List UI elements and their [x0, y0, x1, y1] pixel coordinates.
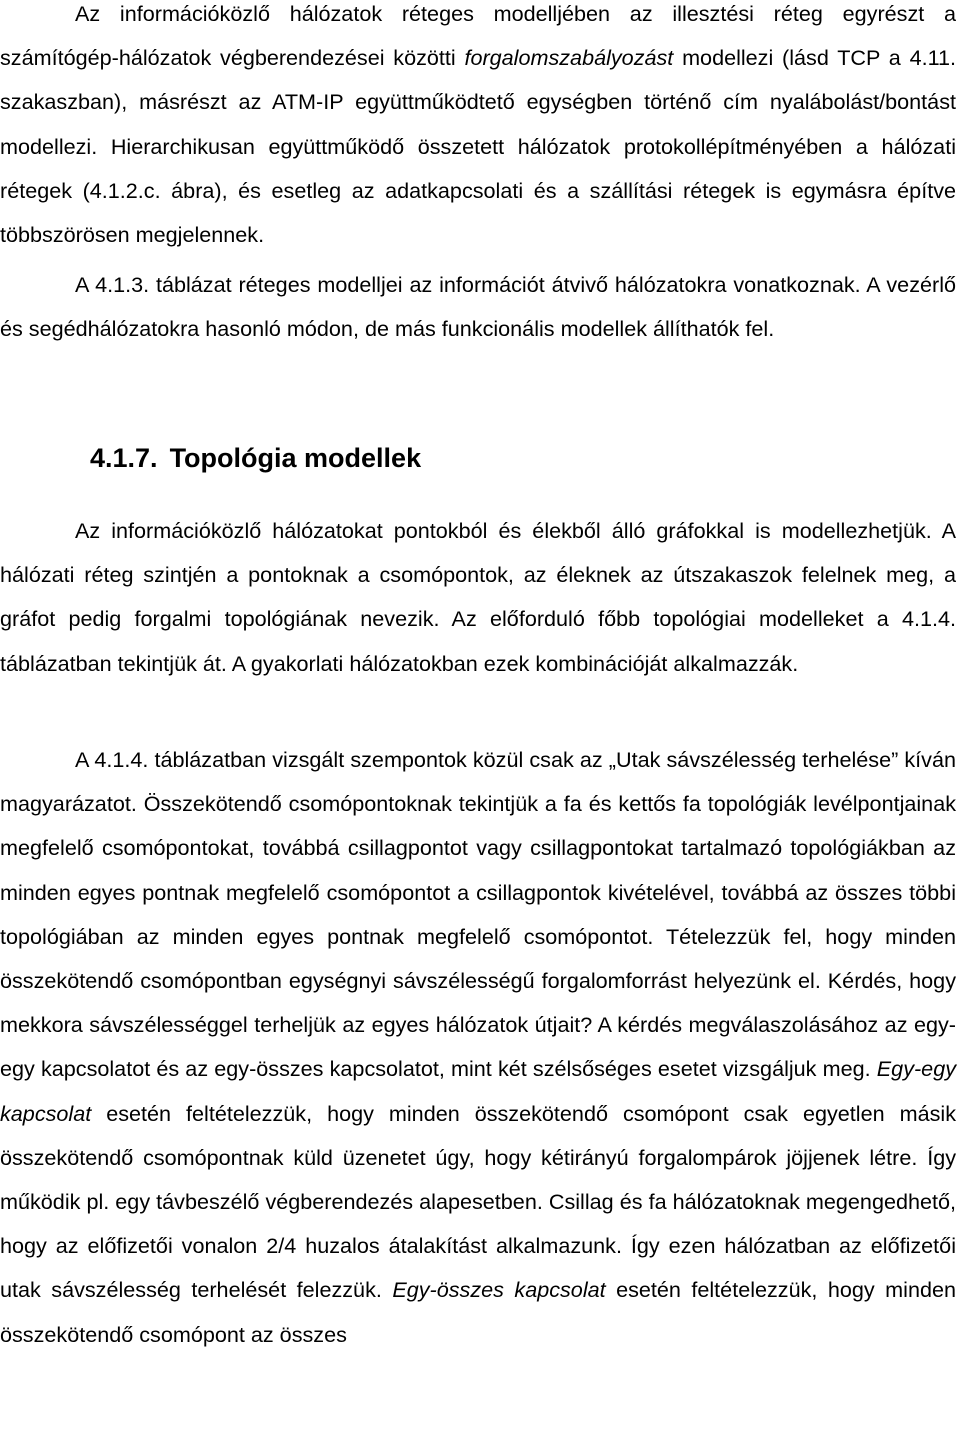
- paragraph-illesztesi-reteg: [0, 0, 956, 257]
- italic-term: Egy-egy kapcsolat: [0, 1056, 956, 1126]
- section-heading: [90, 436, 421, 480]
- text-run: A 4.1.4. táblázatban vizsgált szempontok közül csak az „Utak sávszélesség terhelése” kíván magyarázatot. Összekötendő csomópontoknak tekintjük a fa és kettős fa topológiák levélpontjainak megfelelő csomópontokat, továbbá csillagpontot vagy csillagpontokat tartalmazó topológiákban az minden egyes pontnak megfelelő csomópontot a csillagpontok kivételével, továbbá az összes többi topológiában az minden egyes pontnak megfelelő csomópontot. Tételezzük fel, hogy minden összekötendő csomópontban egységnyi sávszélességű forgalomforrást helyezünk el. Kérdés, hogy mekkora sávszélességgel terheljük az egyes hálózatok útjait? A kérdés megválaszolásához az egy-egy kapcsolatot és az egy-összes kapcsolatot, mint két szélsőséges esetet vizsgáljuk meg.: [0, 747, 956, 1082]
- italic-term: Egy-összes kapcsolat: [392, 1277, 606, 1303]
- section-title: Topológia modellek: [169, 443, 422, 473]
- text-run: modellezi (lásd TCP a 4.11. szakaszban), másrészt az ATM-IP együttműködtető egységben történő cím nyalábolást/bontást modellezi. Hierarchikusan együttműködő összetett hálózatok protokollépítményében a hálózati rétegek (4.1.2.c. ábra), és esetleg az adatkapcsolati és a szállítási rétegek is egymásra építve többszörösen megjelennek.: [0, 45, 957, 248]
- paragraph-savszelesseg: [0, 738, 956, 1357]
- section-number: 4.1.7.: [90, 443, 158, 473]
- text-run: Az információközlő hálózatok réteges modelljében az illesztési réteg egyrészt a számítógép-hálózatok végberendezései közötti: [0, 1, 956, 71]
- paragraph-reteges-modellek: A 4.1.3. táblázat réteges modelljei az információt átvivő hálózatokra vonatkoznak. A vezérlő és segédhálózatokra hasonló módon, de más funkcionális modellek állíthatók fel.: [0, 272, 956, 342]
- text-run: esetén feltételezzük, hogy minden összekötendő csomópont az összes: [0, 1277, 956, 1347]
- text-run: esetén feltételezzük, hogy minden összekötendő csomópont csak egyetlen másik összekötendő csomópontnak küld üzenetet úgy, hogy kétirányú forgalompárok jöjjenek létre. Így működik pl. egy távbeszélő végberendezés alapesetben. Csillag és fa hálózatoknak megengedhető, hogy az előfizetői vonalon 2/4 huzalos átalakítást alkalmazunk. Így ezen hálózatban az előfizetői utak sávszélesség terhelését felezzük.: [0, 1100, 956, 1303]
- italic-term: forgalomszabályozást: [464, 45, 674, 71]
- paragraph-topologia-intro: Az információközlő hálózatokat pontokból és élekből álló gráfokkal is modellezhetjük. A hálózati réteg szintjén a pontoknak a csomópontok, az éleknek az útszakaszok felelnek meg, a gráfot pedig forgalmi topológiának nevezik. Az előforduló főbb topológiai modelleket a 4.1.4. táblázatban tekintjük át. A gyakorlati hálózatokban ezek kombinációját alkalmazzák.: [0, 518, 956, 676]
